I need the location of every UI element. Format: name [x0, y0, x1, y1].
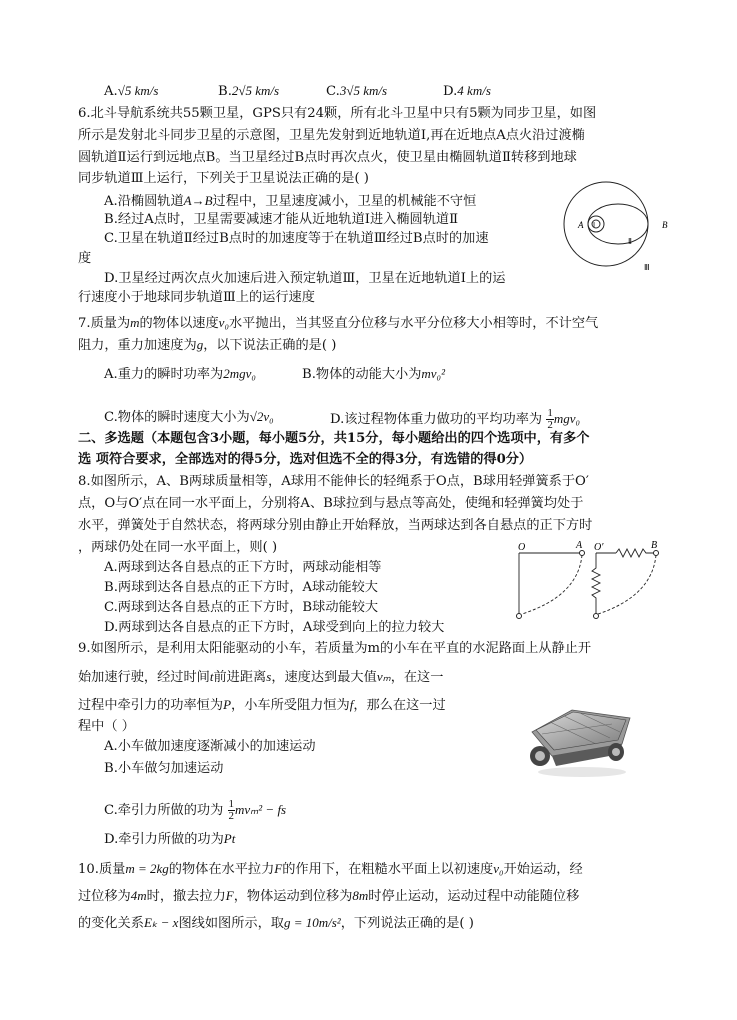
orbit-iii-circle: [564, 182, 648, 266]
q5-option-c: C.3√5 km/s: [326, 83, 388, 99]
q5-option-d: D.4 km/s: [443, 83, 491, 99]
q5-option-a: A.√5 km/s: [104, 83, 159, 99]
path-a-dashed: [522, 555, 582, 614]
path-b-dashed: [598, 555, 656, 614]
q8-option-a: A.两球到达各自悬点的正下方时，两球动能相等: [104, 560, 382, 575]
q9-stem-line-3: 过程中牵引力的功率恒为P，小车所受阻力恒为f，那么在这一过: [78, 697, 446, 713]
q9-option-c: C.牵引力所做的功为 $\frac{1}{2}$ mvₘ² − fs: [104, 798, 287, 822]
q6-stem-line-3: 圆轨道Ⅱ运行到远地点B。当卫星经过B点时再次点火，使卫星由椭圆轨道Ⅱ转移到地球: [78, 150, 577, 165]
spring-horizontal: [616, 549, 654, 557]
q6-stem-line-2: 所示是发射北斗同步卫星的示意图，卫星先发射到近地轨道Ⅰ,再在近地点A点火沿过渡椭: [78, 128, 585, 143]
q10-stem-line-2: 过位移为4m时，撤去拉力F，物体运动到位移为8m时停止运动，运动过程中动能随位移: [78, 888, 580, 904]
ball-a-end: [517, 614, 522, 619]
q9-stem-line-4: 程中（ ）: [78, 719, 135, 734]
q7-stem-line-2: 阻力，重力加速度为g，以下说法正确的是( ): [78, 337, 337, 353]
q8-stem-line-1: 8.如图所示，A、B两球质量相等，A球用不能伸长的轻绳系于O点，B球用轻弹簧系于O′: [78, 474, 589, 489]
ball-b-end: [594, 614, 599, 619]
q9-option-d: D.牵引力所做的功为Pt: [104, 831, 236, 847]
q9-option-b: B.小车做匀加速运动: [104, 761, 224, 776]
label-a: A: [578, 220, 584, 230]
q6-option-d: D.卫星经过两次点火加速后进入预定轨道Ⅲ，卫星在近地轨道Ⅰ上的运: [104, 271, 506, 286]
label-iii: Ⅲ: [644, 263, 650, 272]
q9-stem-line-1: 9.如图所示，是利用太阳能驱动的小车，若质量为m的小车在平直的水泥路面上从静止开: [78, 641, 592, 656]
q7-option-d: D.该过程物体重力做功的平均功率为 $\frac{1}{2}$ mgv₀: [330, 407, 580, 431]
q8-option-d: D.两球到达各自悬点的正下方时，A球受到向上的拉力较大: [104, 620, 445, 635]
q6-option-a: A.沿椭圆轨道A→B过程中，卫星速度减小，卫星的机械能不守恒: [104, 193, 477, 209]
q10-stem-line-3: 的变化关系Eₖ − x图线如图所示，取g = 10m/s²，下列说法正确的是( ): [78, 915, 474, 931]
q7-option-a: A.重力的瞬时功率为2mgv₀: [104, 366, 256, 382]
orbit-diagram: [560, 178, 690, 274]
q10-stem-line-1: 10.质量m = 2kg的物体在水平拉力F的作用下，在粗糙水平面上以初速度v₀开始运动，经: [78, 861, 583, 877]
section-2-heading-line-2: 选 项符合要求，全部选对的得5分，选对但选不全的得3分，有选错的得0分）: [78, 452, 533, 467]
label-b: B: [651, 540, 658, 551]
q9-option-a: A.小车做加速度逐渐减小的加速运动: [104, 739, 316, 754]
fraction-half: $\frac{1}{2}$: [547, 407, 553, 431]
ball-a-start: [580, 551, 585, 556]
q8-stem-line-2: 点，O与O′点在同一水平面上，分别将A、B球拉到与悬点等高处，使绳和轻弹簧均处于: [78, 496, 584, 511]
ball-b-start: [654, 551, 659, 556]
spring-vertical: [592, 553, 600, 614]
q8-stem-line-4: ，两球仍处在同一水平面上，则( ): [78, 540, 278, 555]
label-b: B: [662, 220, 668, 230]
q7-stem-line-1: 7.质量为m的物体以速度v₀水平抛出，当其竖直分位移与水平分位移大小相等时，不计空气: [78, 315, 599, 331]
q8-option-b: B.两球到达各自悬点的正下方时，A球动能较大: [104, 580, 378, 595]
label-o-prime: O′: [594, 542, 604, 553]
q6-option-b: B.经过A点时，卫星需要减速才能从近地轨道Ⅰ进入椭圆轨道Ⅱ: [104, 212, 459, 227]
q7-option-c: C.物体的瞬时速度大小为√2v₀: [104, 409, 274, 425]
q7-option-b: B.物体的动能大小为mv₀²: [302, 366, 445, 382]
pendulum-spring-diagram: [512, 538, 672, 624]
q8-stem-line-3: 水平，弹簧处于自然状态，将两球分别由静止开始释放，当两球达到各自悬点的正下方时: [78, 518, 593, 533]
q6-option-c: C.卫星在轨道Ⅱ经过B点时的加速度等于在轨道Ⅲ经过B点时的加速: [104, 231, 489, 246]
section-2-heading-line-1: 二、多选题（本题包含3小题，每小题5分，共15分，每小题给出的四个选项中，有多个: [78, 431, 590, 446]
label-a: A: [576, 540, 583, 551]
orbit-ii-ellipse: [588, 204, 648, 244]
label-i: Ⅰ: [593, 221, 596, 229]
q5-option-b: B.2√5 km/s: [218, 83, 280, 99]
q6-option-c-cont: 度: [78, 251, 92, 266]
q6-stem-line-1: 6.北斗导航系统共55颗卫星，GPS只有24颗，所有北斗卫星中只有5颗为同步卫星，如图: [78, 106, 597, 121]
label-o: O: [518, 542, 526, 553]
orbit-i-circle: [588, 216, 604, 232]
solar-car-image: [512, 692, 640, 780]
fraction-half: $\frac{1}{2}$: [228, 798, 235, 822]
q9-stem-line-2: 始加速行驶，经过时间t前进距离s，速度达到最大值vₘ，在这一: [78, 669, 444, 685]
q6-stem-line-4: 同步轨道Ⅲ上运行，下列关于卫星说法正确的是( ): [78, 171, 369, 186]
label-ii: Ⅱ: [628, 237, 632, 246]
q8-option-c: C.两球到达各自悬点的正下方时，B球动能较大: [104, 600, 379, 615]
q6-option-d-cont: 行速度小于地球同步轨道Ⅲ上的运行速度: [78, 290, 315, 305]
